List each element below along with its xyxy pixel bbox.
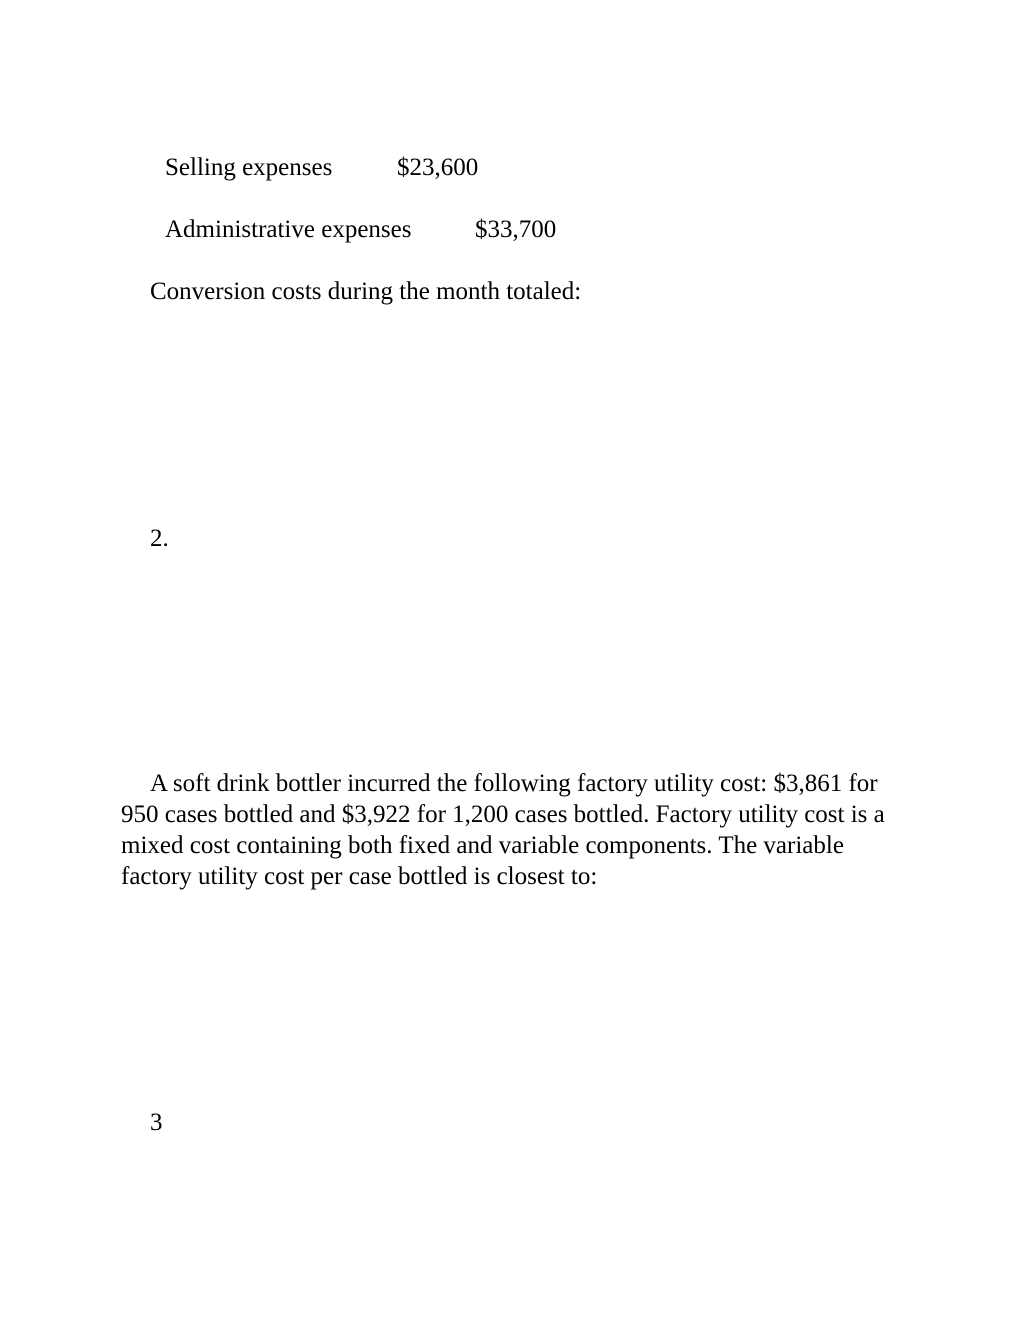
selling-expenses-row	[165, 152, 478, 183]
selling-expenses-amount: $23,600	[397, 154, 479, 181]
question-number-2: 2.	[150, 525, 169, 552]
administrative-expenses-amount: $33,700	[475, 216, 557, 243]
question-number-3: 3	[150, 1109, 163, 1136]
administrative-expenses-label: Administrative expenses	[165, 216, 412, 243]
question-2-text: A soft drink bottler incurred the following factory utility cost: $3,861 for 950 cases bottled and $3,922 for 1,200 cases bottled. Factory utility cost is a mixed cost containing both fixed and variable components. The variable factory utility cost per case bottled is closest to:	[121, 770, 885, 890]
administrative-expenses-row	[165, 214, 556, 245]
conversion-costs-prompt: Conversion costs during the month totaled:	[150, 278, 582, 305]
selling-expenses-label: Selling expenses	[165, 154, 333, 181]
